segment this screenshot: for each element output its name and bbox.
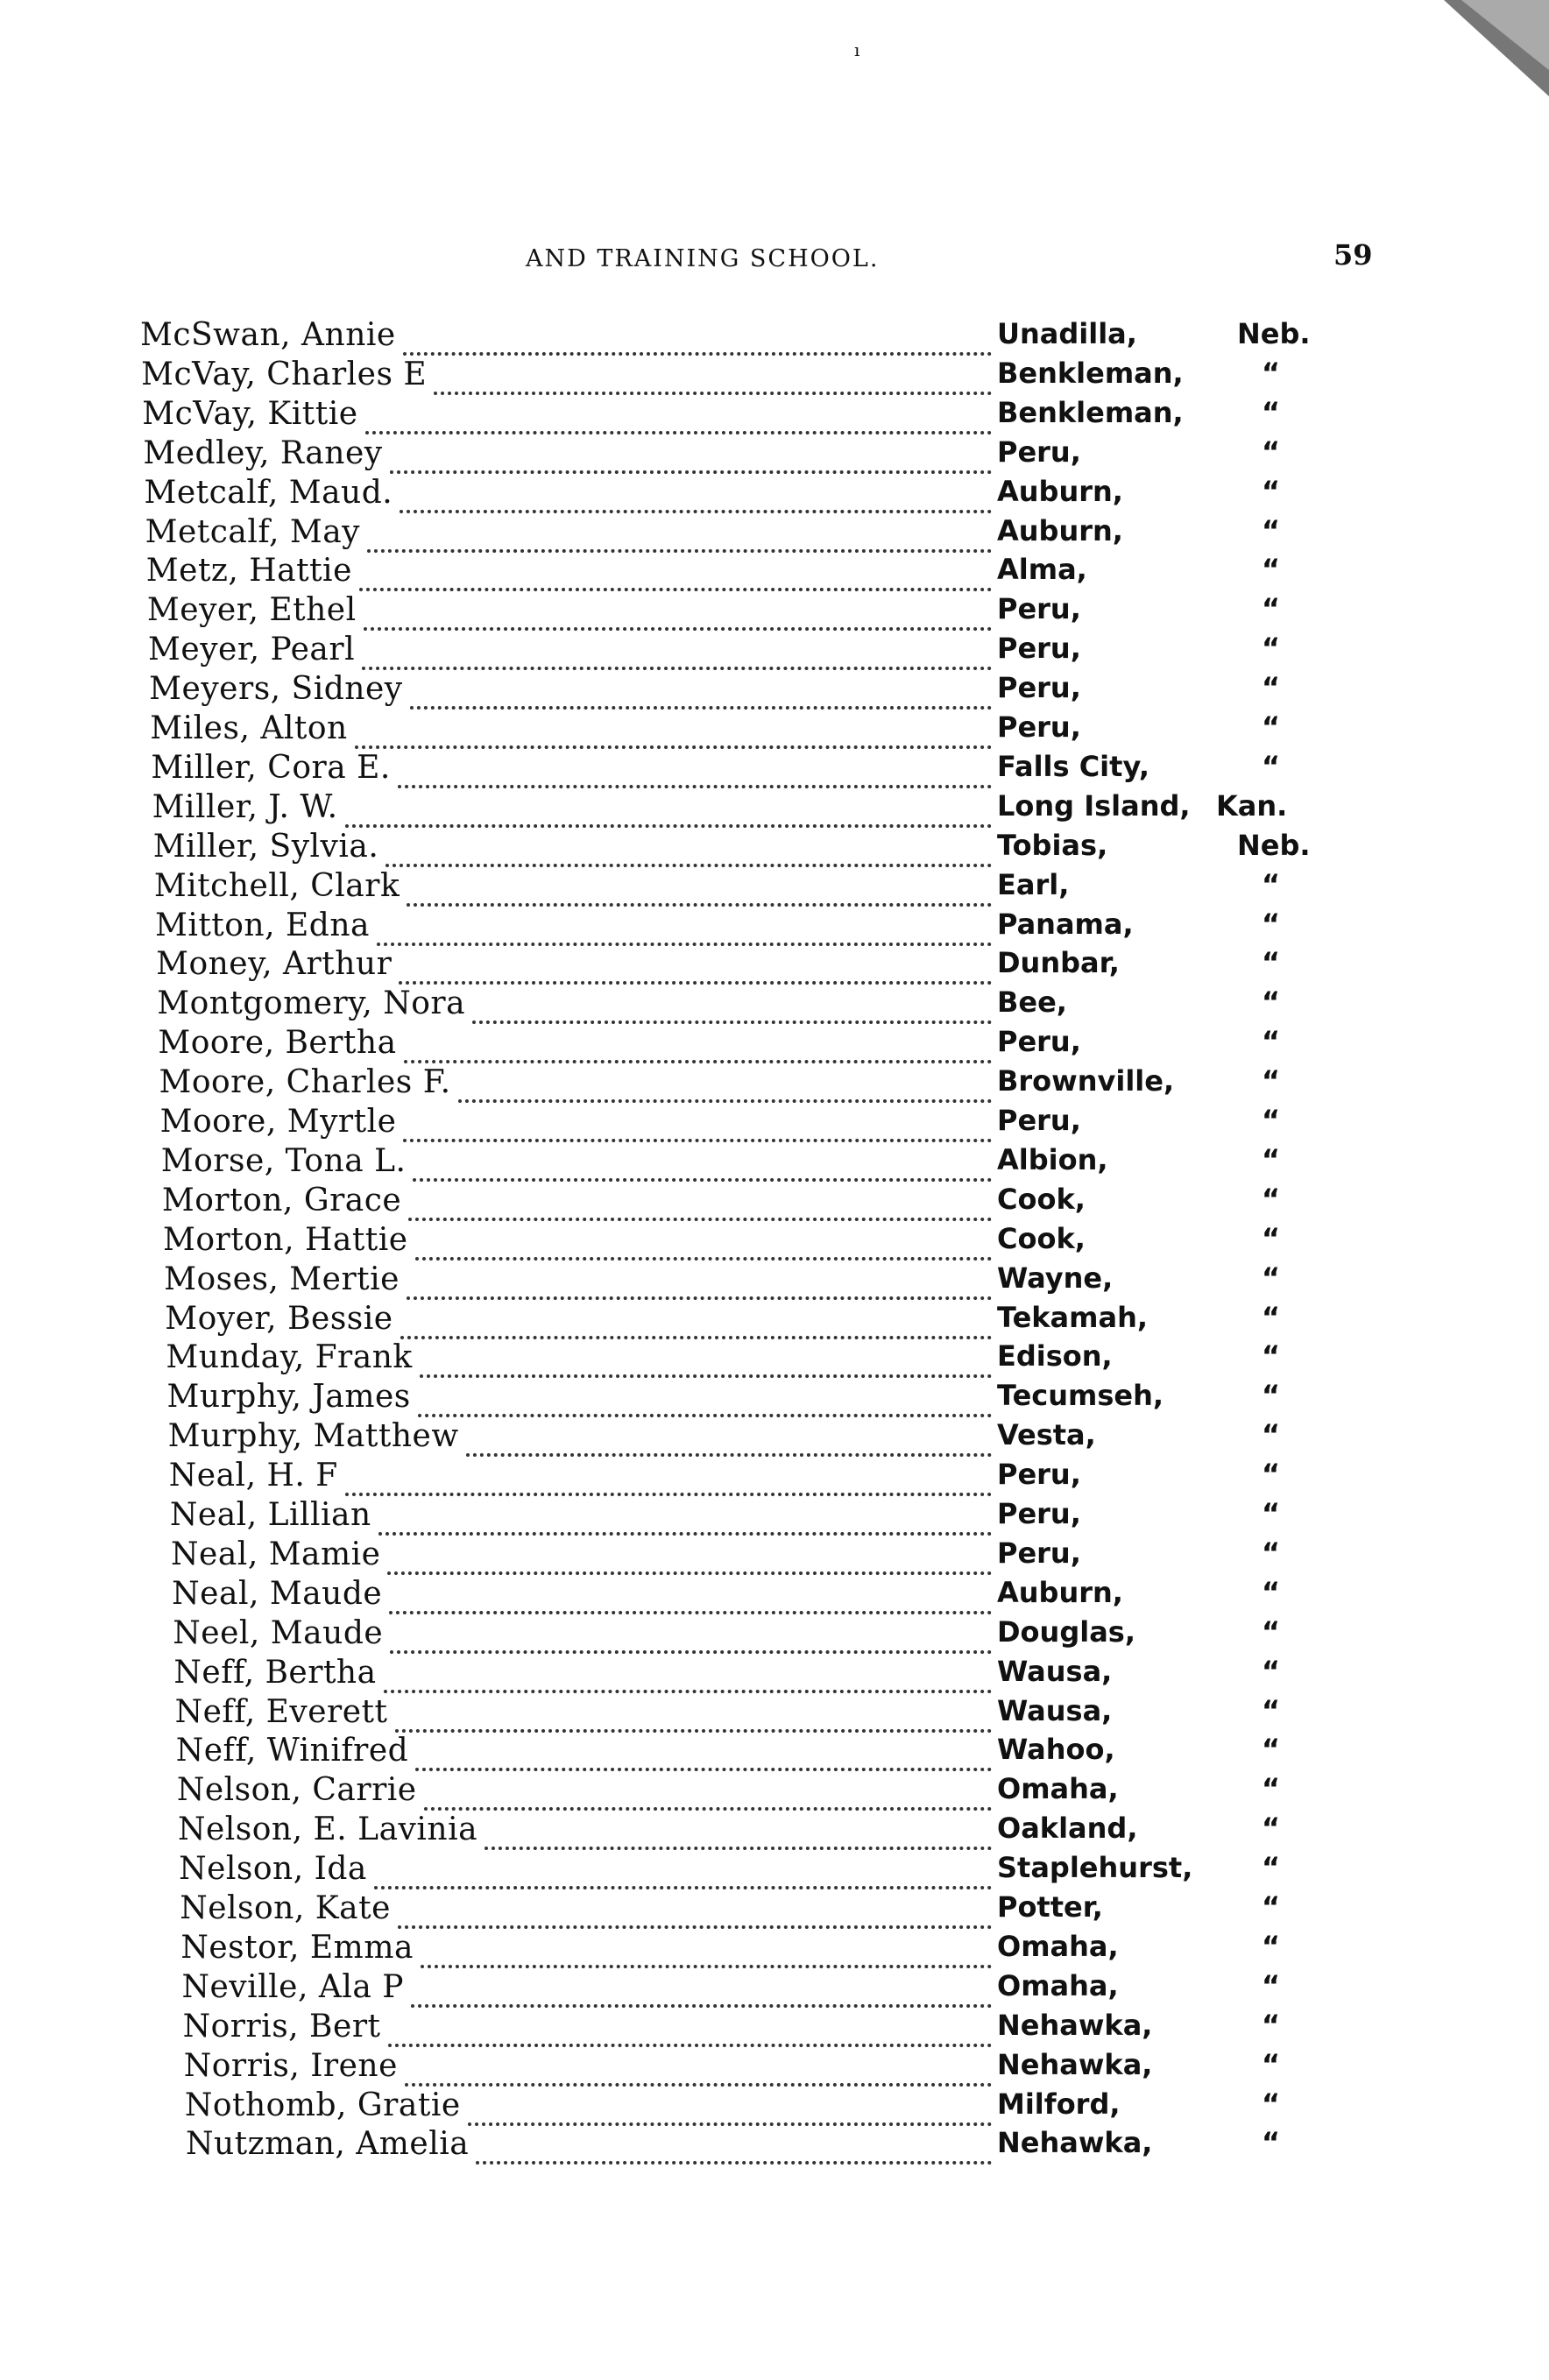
entry-name: Nelson, Carrie [176, 1772, 417, 1809]
entry-town: Brownville, [996, 1064, 1175, 1098]
entry-name: Neff, Bertha [173, 1654, 377, 1691]
entry-state: “ [1261, 592, 1281, 626]
dot-leader [421, 1935, 992, 1968]
entry-name: Neville, Ala P [181, 1968, 404, 2005]
entry-town: Peru, [996, 671, 1081, 705]
dot-leader [403, 322, 992, 356]
dot-leader [387, 1542, 992, 1575]
entry-name: Nelson, E. Lavinia [177, 1811, 478, 1848]
entry-name: Nothomb, Gratie [184, 2087, 461, 2123]
entry-state: “ [1261, 1811, 1281, 1846]
dot-leader [345, 795, 992, 828]
entry-state: “ [1261, 1025, 1281, 1059]
entry-state: “ [1261, 356, 1281, 390]
entry-state: “ [1262, 1221, 1281, 1255]
entry-name: Neel, Maude [173, 1614, 384, 1651]
entry-town: Cook, [996, 1182, 1086, 1216]
entry-name: Meyer, Ethel [146, 592, 357, 629]
entry-name: Morton, Hattie [163, 1221, 408, 1258]
entry-town: Potter, [996, 1890, 1103, 1924]
entry-name: Miles, Alton [150, 710, 348, 746]
entry-name: Moore, Myrtle [159, 1104, 397, 1140]
entry-name: Norris, Irene [183, 2047, 398, 2084]
entry-name: Moses, Mertie [164, 1261, 400, 1297]
entry-name: McVay, Charles E [141, 356, 428, 392]
entry-town: Long Island, [996, 788, 1191, 823]
list-item [177, 1772, 1404, 1811]
entry-name: Moore, Charles F. [159, 1064, 451, 1101]
entry-name: Nutzman, Amelia [186, 2126, 470, 2163]
list-item [166, 1339, 1392, 1378]
entry-town: Peru, [996, 1458, 1081, 1492]
list-item [158, 1025, 1384, 1063]
entry-town: Tecumseh, [996, 1379, 1164, 1413]
entry-state: “ [1261, 1968, 1281, 2002]
entry-state: “ [1261, 1733, 1281, 1767]
dot-leader [408, 1188, 992, 1221]
entry-state: “ [1261, 907, 1281, 941]
entry-state: “ [1261, 1929, 1281, 1963]
entry-name: Mitchell, Clark [153, 867, 400, 904]
entry-town: Tekamah, [996, 1300, 1149, 1334]
dot-leader [400, 480, 992, 513]
entry-town: Vesta, [996, 1418, 1096, 1452]
list-item [157, 985, 1383, 1024]
dot-leader [389, 1581, 992, 1614]
dot-leader [400, 1306, 992, 1339]
dot-leader [345, 1463, 992, 1496]
entry-name: Norris, Bert [182, 2008, 381, 2045]
entry-town: Oakland, [996, 1811, 1138, 1846]
entry-state: “ [1261, 1379, 1281, 1413]
list-item [160, 1104, 1387, 1142]
entry-name: Miller, Sylvia. [152, 828, 379, 865]
entry-town: Douglas, [996, 1614, 1135, 1649]
entry-town: Peru, [996, 1025, 1081, 1059]
dot-leader [374, 1856, 992, 1889]
entry-town: Nehawka, [996, 2047, 1153, 2081]
dot-leader [399, 951, 992, 985]
entry-town: Milford, [996, 2087, 1121, 2121]
dot-leader [407, 873, 992, 907]
entry-state: “ [1261, 1339, 1281, 1374]
list-item [184, 2048, 1411, 2087]
list-item [153, 829, 1380, 867]
list-item [151, 750, 1377, 788]
entry-name: Nelson, Ida [179, 1851, 367, 1888]
entry-name: Neff, Winifred [175, 1733, 409, 1769]
dot-leader [359, 558, 992, 591]
entry-state: “ [1261, 1497, 1281, 1530]
list-item [162, 1183, 1389, 1221]
list-item [164, 1261, 1390, 1300]
list-item [148, 632, 1375, 670]
margin-mark: ı [854, 39, 860, 60]
entry-town: Peru, [996, 434, 1081, 469]
dot-leader [388, 2014, 992, 2047]
dot-leader [395, 1699, 992, 1733]
entry-name: Moore, Bertha [158, 1025, 397, 1062]
dot-leader [365, 401, 992, 434]
entry-state: “ [1261, 2008, 1281, 2042]
entry-name: Morse, Tona L. [160, 1142, 407, 1179]
list-item [167, 1379, 1394, 1417]
entry-state: “ [1261, 710, 1281, 744]
dot-leader [385, 834, 992, 867]
dot-leader [413, 1148, 992, 1182]
list-item [150, 710, 1376, 749]
entry-name: Neal, Mamie [171, 1536, 381, 1572]
entry-town: Earl, [996, 867, 1070, 901]
entry-state: “ [1261, 632, 1281, 666]
entry-town: Nehawka, [997, 2126, 1153, 2160]
entry-town: Peru, [996, 710, 1081, 744]
list-item [176, 1733, 1403, 1771]
entry-name: Moyer, Bessie [165, 1300, 393, 1337]
entry-state: “ [1261, 1851, 1281, 1885]
entry-state: “ [1261, 1890, 1281, 1924]
entry-town: Panama, [996, 907, 1134, 941]
dot-leader [476, 2131, 992, 2165]
dot-leader [355, 716, 992, 749]
dot-leader [485, 1817, 992, 1850]
list-item [145, 514, 1372, 553]
list-item [168, 1418, 1395, 1457]
list-item [170, 1497, 1397, 1536]
list-item [140, 317, 1367, 356]
entry-name: Medley, Raney [143, 434, 383, 471]
page-corner-shadow [1444, 0, 1549, 96]
entry-state: “ [1261, 434, 1281, 469]
entry-state: “ [1261, 749, 1281, 783]
entry-name: Metcalf, May [145, 513, 361, 550]
entry-name: Money, Arthur [156, 946, 393, 983]
dot-leader [384, 1660, 992, 1693]
dot-leader [398, 755, 992, 788]
list-item [169, 1458, 1396, 1496]
dot-leader [415, 1738, 992, 1771]
entry-name: Murphy, James [166, 1379, 411, 1416]
entry-name: Neal, H. F [168, 1458, 338, 1494]
list-item [165, 1301, 1391, 1339]
entry-town: Wahoo, [996, 1733, 1115, 1767]
entry-state: “ [1261, 1261, 1281, 1295]
entry-state: “ [1261, 1142, 1281, 1176]
entry-town: Nehawka, [996, 2008, 1153, 2042]
entry-state: “ [1261, 1575, 1281, 1609]
list-item [147, 592, 1374, 631]
entry-state: “ [1261, 474, 1281, 508]
list-item [181, 1969, 1408, 2008]
list-item [156, 946, 1383, 985]
entry-state: “ [1261, 1182, 1281, 1216]
entry-name: Meyer, Pearl [148, 632, 356, 668]
entry-town: Peru, [996, 1104, 1081, 1137]
dot-leader [390, 1621, 992, 1654]
entry-state: “ [1261, 1693, 1281, 1727]
entry-state: “ [1261, 395, 1281, 429]
entry-state: “ [1261, 553, 1281, 587]
entry-state: “ [1261, 1300, 1281, 1334]
list-item [185, 2087, 1411, 2126]
list-item [149, 671, 1376, 710]
entry-name: Montgomery, Nora [157, 985, 466, 1022]
entry-town: Benkleman, [996, 356, 1184, 390]
entry-name: McVay, Kittie [142, 395, 358, 432]
list-item [145, 475, 1371, 513]
dot-leader [420, 1345, 992, 1378]
entry-town: Bee, [996, 985, 1067, 1020]
entry-state: “ [1261, 1772, 1281, 1806]
list-item [171, 1536, 1397, 1575]
entry-town: Falls City, [996, 749, 1149, 783]
list-item [146, 553, 1373, 591]
dot-leader [424, 1777, 992, 1811]
entry-name: Miller, Cora E. [151, 749, 391, 786]
list-item [178, 1811, 1404, 1850]
dot-leader [398, 1896, 992, 1929]
entry-name: Neal, Lillian [169, 1497, 371, 1533]
dot-leader [390, 441, 992, 474]
list-item [186, 2126, 1412, 2165]
entry-state: “ [1261, 1536, 1281, 1570]
entry-name: Morton, Grace [161, 1182, 402, 1218]
dot-leader [407, 1267, 992, 1300]
entry-state: “ [1261, 2047, 1281, 2081]
list-item [155, 908, 1382, 946]
entry-town: Auburn, [996, 513, 1123, 547]
entry-town: Omaha, [996, 1772, 1119, 1806]
entry-town: Wayne, [996, 1261, 1114, 1295]
entry-state: Kan. [1215, 788, 1288, 823]
entry-town: Dunbar, [996, 946, 1120, 980]
list-item [152, 789, 1379, 828]
entry-state: Neb. [1236, 828, 1311, 862]
dot-leader [362, 637, 992, 670]
list-item [175, 1694, 1402, 1733]
dot-leader [410, 676, 992, 710]
entry-town: Tobias, [996, 828, 1108, 862]
dot-leader [377, 913, 992, 946]
entry-state: “ [1261, 1064, 1281, 1098]
dot-leader [468, 2093, 992, 2126]
entry-state: “ [1261, 946, 1281, 980]
entry-name: Metcalf, Maud. [144, 474, 393, 511]
list-item [161, 1143, 1388, 1182]
dot-leader [458, 1070, 992, 1103]
entry-town: Staplehurst, [996, 1851, 1193, 1885]
running-head: AND TRAINING SCHOOL. [526, 245, 880, 272]
entry-town: Edison, [996, 1339, 1113, 1374]
entry-state: “ [1261, 1458, 1281, 1492]
entry-name: Nelson, Kate [180, 1890, 391, 1926]
entry-town: Peru, [996, 1497, 1081, 1530]
list-item [142, 396, 1369, 434]
entry-state: “ [1261, 1614, 1281, 1649]
entry-state: “ [1261, 671, 1281, 705]
entry-town: Auburn, [996, 1575, 1123, 1609]
entry-town: Peru, [996, 1536, 1081, 1570]
dot-leader [403, 1109, 992, 1142]
dot-leader [415, 1227, 992, 1261]
entry-town: Wausa, [996, 1693, 1113, 1727]
entry-name: Meyers, Sidney [149, 671, 403, 708]
dot-leader [364, 597, 992, 631]
list-item [173, 1655, 1400, 1693]
entry-state: Neb. [1237, 317, 1311, 350]
list-item [180, 1930, 1407, 1968]
list-item [143, 435, 1369, 474]
entry-town: Omaha, [996, 1968, 1119, 2002]
list-item [154, 868, 1381, 907]
entry-name: Mitton, Edna [154, 907, 370, 943]
entry-town: Wausa, [996, 1654, 1113, 1688]
entry-town: Unadilla, [997, 317, 1137, 350]
dot-leader [434, 362, 992, 395]
entry-name: Neal, Maude [172, 1575, 383, 1612]
list-item [163, 1222, 1390, 1261]
entry-name: Neff, Everett [174, 1693, 388, 1730]
entry-name: Metz, Hattie [145, 553, 352, 590]
dot-leader [378, 1502, 992, 1536]
entry-name: Nestor, Emma [180, 1929, 414, 1966]
entry-name: McSwan, Annie [140, 317, 396, 353]
entry-state: “ [1261, 1418, 1281, 1452]
entry-name: Murphy, Matthew [167, 1418, 459, 1455]
entry-town: Benkleman, [996, 395, 1184, 429]
dot-leader [404, 1030, 992, 1063]
entry-town: Cook, [997, 1221, 1086, 1255]
page-number: 59 [1333, 238, 1373, 272]
entry-state: “ [1261, 867, 1281, 901]
list-item [141, 357, 1368, 395]
entry-town: Peru, [996, 592, 1081, 626]
entry-town: Albion, [996, 1142, 1108, 1176]
list-item [179, 1851, 1405, 1889]
dot-leader [418, 1384, 992, 1417]
dot-leader [466, 1423, 992, 1457]
list-item [172, 1576, 1398, 1614]
entry-state: “ [1262, 2126, 1281, 2160]
list-item [183, 2009, 1410, 2047]
list-item [159, 1064, 1385, 1103]
entry-state: “ [1261, 2087, 1281, 2121]
dot-leader [472, 991, 992, 1024]
dot-leader [411, 1974, 992, 2008]
entry-state: “ [1261, 1654, 1281, 1688]
entry-town: Peru, [996, 632, 1081, 666]
entry-name: Munday, Frank [166, 1339, 413, 1376]
entry-town: Auburn, [996, 474, 1123, 508]
dot-leader [405, 2053, 992, 2087]
entry-name: Miller, J. W. [152, 788, 338, 825]
entry-state: “ [1261, 513, 1281, 547]
list-item [180, 1890, 1406, 1929]
entry-town: Omaha, [996, 1929, 1119, 1963]
entry-state: “ [1261, 985, 1281, 1020]
list-item [173, 1615, 1399, 1654]
entry-state: “ [1261, 1104, 1281, 1137]
dot-leader [367, 519, 992, 553]
entry-town: Alma, [996, 553, 1087, 587]
